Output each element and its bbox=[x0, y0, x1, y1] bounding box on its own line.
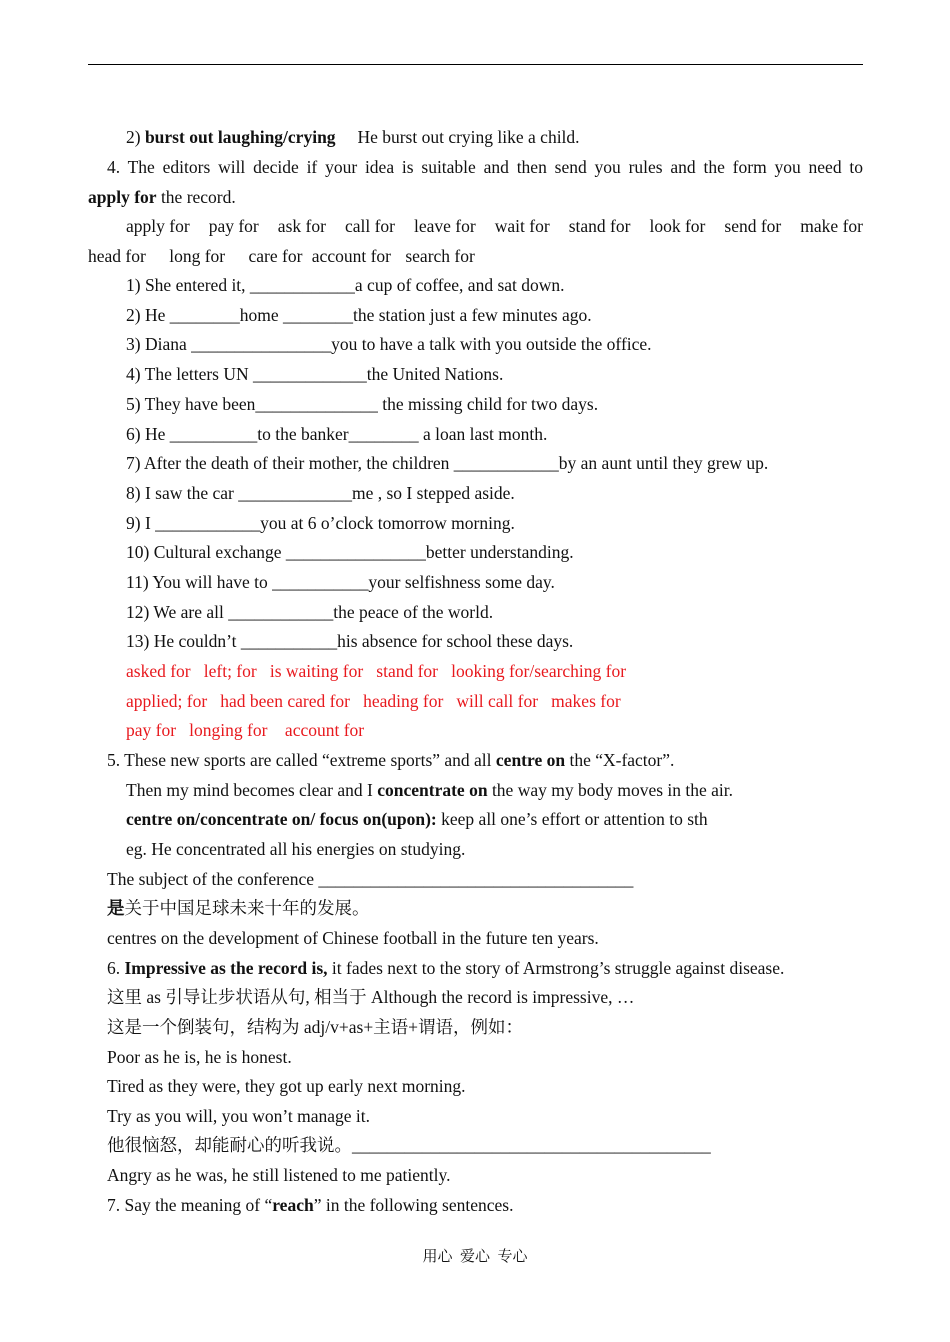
item4-intro-cont: apply for the record. bbox=[88, 187, 236, 207]
phrase: leave for bbox=[414, 216, 476, 236]
item4-intro: 4. The editors will decide if your idea is suitable and then send you rules and the form you need to bbox=[107, 157, 863, 177]
phrase: account for bbox=[311, 246, 391, 266]
header-rule bbox=[88, 64, 863, 65]
exercise-3: 3) Diana ________________you to have a talk with you outside the office. bbox=[126, 334, 652, 354]
item5-answer: centres on the development of Chinese football in the future ten years. bbox=[107, 928, 599, 948]
phrase: look for bbox=[649, 216, 706, 236]
item5-task: The subject of the conference ____________________________________ bbox=[107, 869, 634, 889]
exercise-13: 13) He couldn’t ___________his absence for school these days. bbox=[126, 631, 574, 651]
page-footer: 用心 爱心 专心 bbox=[422, 1249, 528, 1265]
item6-answer: Angry as he was, he still listened to me patiently. bbox=[107, 1165, 451, 1185]
exercise-9: 9) I ____________you at 6 o’clock tomorrow morning. bbox=[126, 513, 515, 533]
exercise-1: 1) She entered it, ____________a cup of coffee, and sat down. bbox=[126, 275, 565, 295]
exercise-8: 8) I saw the car _____________me , so I stepped aside. bbox=[126, 483, 515, 503]
phrase: search for bbox=[405, 246, 475, 266]
phrase-list-1 bbox=[126, 216, 863, 236]
phrase: ask for bbox=[277, 216, 326, 236]
phrase: wait for bbox=[494, 216, 550, 236]
item6-example-2: Tired as they were, they got up early next morning. bbox=[107, 1076, 466, 1096]
exercise-11: 11) You will have to ___________your selfishness some day. bbox=[126, 572, 555, 592]
answers-line-2: applied; for had been cared for heading for will call for makes for bbox=[126, 691, 621, 711]
exercise-2: 2) He ________home ________the station just a few minutes ago. bbox=[126, 305, 592, 325]
answers-line-1: asked for left; for is waiting for stand for looking for/searching for bbox=[126, 661, 627, 681]
phrase: long for bbox=[169, 246, 226, 266]
phrase: call for bbox=[344, 216, 395, 236]
phrase: head for bbox=[88, 246, 146, 266]
exercise-7: 7) After the death of their mother, the children ____________by an aunt until they grew up. bbox=[126, 453, 769, 473]
phrase: make for bbox=[800, 216, 863, 236]
exercise-4: 4) The letters UN _____________the United Nations. bbox=[126, 364, 504, 384]
item5-example: eg. He concentrated all his energies on studying. bbox=[126, 839, 466, 859]
item6-note-1: 这里 as 引导让步状语从句, 相当于 Although the record is impressive, … bbox=[107, 987, 635, 1007]
item5-definition: centre on/concentrate on/ focus on(upon): keep all one’s effort or attention to sth bbox=[126, 809, 708, 829]
item5-sentence-2: Then my mind becomes clear and I concentrate on the way my body moves in the air. bbox=[126, 780, 734, 800]
exercise-5: 5) They have been______________ the missing child for two days. bbox=[126, 394, 599, 414]
phrase-list-2 bbox=[88, 246, 475, 266]
item6-note-2: 这是一个倒装句，结构为 adj/v+as+主语+谓语，例如： bbox=[107, 1017, 524, 1037]
exercise-6: 6) He __________to the banker________ a loan last month. bbox=[126, 424, 548, 444]
item6-sentence: 6. Impressive as the record is, it fades next to the story of Armstrong’s struggle against disease. bbox=[107, 958, 785, 978]
phrase: send for bbox=[724, 216, 782, 236]
phrase: apply for bbox=[126, 216, 190, 236]
phrase: pay for bbox=[208, 216, 259, 236]
phrase: stand for bbox=[568, 216, 631, 236]
item7-heading: 7. Say the meaning of “reach” in the following sentences. bbox=[107, 1195, 514, 1215]
answers-line-3: pay for longing for account for bbox=[126, 720, 365, 740]
phrase: care for bbox=[248, 246, 303, 266]
item6-example-3: Try as you will, you won’t manage it. bbox=[107, 1106, 370, 1126]
exercise-12: 12) We are all ____________the peace of the world. bbox=[126, 602, 494, 622]
item6-task: 他很恼怒，却能耐心的听我说。_________________________________________ bbox=[107, 1135, 711, 1155]
item6-example-1: Poor as he is, he is honest. bbox=[107, 1047, 292, 1067]
item5-chinese: 是关于中国足球未来十年的发展。 bbox=[107, 898, 370, 918]
item2-line: 2) burst out laughing/crying He burst out crying like a child. bbox=[126, 127, 580, 147]
item5-sentence-1: 5. These new sports are called “extreme sports” and all centre on the “X-factor”. bbox=[107, 750, 675, 770]
exercise-10: 10) Cultural exchange ________________better understanding. bbox=[126, 542, 574, 562]
